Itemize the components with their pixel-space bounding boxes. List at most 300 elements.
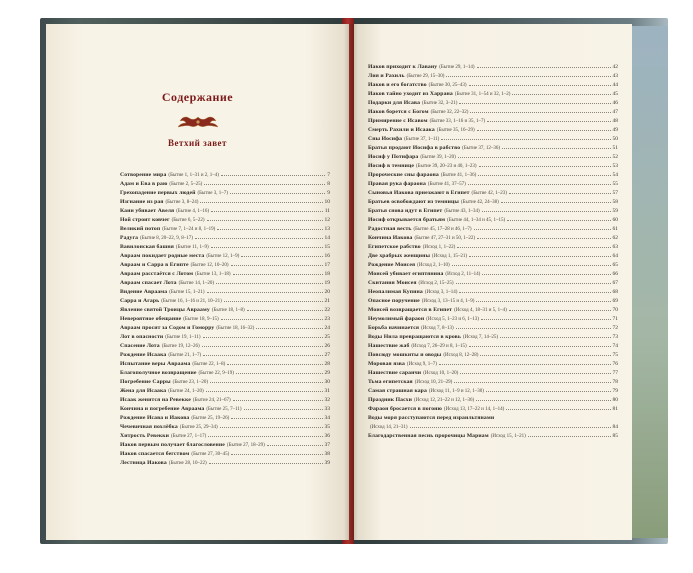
entry-reference: (Бытие 22, 1–8) bbox=[192, 362, 226, 367]
leader-dots bbox=[236, 373, 323, 374]
cover-edge bbox=[630, 26, 668, 538]
entry-reference: (Бытие 27, 1–17) bbox=[170, 434, 207, 439]
page-number: 35 bbox=[324, 424, 330, 430]
toc-entry bbox=[368, 172, 618, 179]
page-number: 85 bbox=[612, 433, 618, 439]
toc-entry bbox=[368, 235, 618, 242]
entry-title: Рождение Исава и Иакова bbox=[120, 415, 190, 421]
entry-reference: (Исход 2, 11–14) bbox=[445, 272, 481, 277]
toc-entry bbox=[368, 163, 618, 170]
page-number: 52 bbox=[612, 154, 618, 160]
leader-dots bbox=[233, 274, 323, 275]
leader-dots bbox=[460, 373, 610, 374]
page-number: 16 bbox=[324, 253, 330, 259]
leader-dots bbox=[479, 166, 611, 167]
entry-reference: (Бытие 12, 10–20) bbox=[190, 263, 229, 268]
entry-reference: (Бытие 14, 1–20) bbox=[178, 281, 215, 286]
leader-dots bbox=[211, 211, 323, 212]
entry-reference: (Исход 1, 1–22) bbox=[422, 245, 456, 250]
toc-entry bbox=[120, 271, 330, 278]
entry-reference: (Исход 3, 1–14) bbox=[424, 290, 458, 295]
page-number: 26 bbox=[324, 343, 330, 349]
entry-reference: (Бытие 37, 1–11) bbox=[404, 137, 440, 142]
page-number: 76 bbox=[612, 361, 618, 367]
entry-reference: (Бытие 47, 27–31 и 50, 1–22) bbox=[414, 236, 476, 241]
entry-reference: (Бытие 30, 25–43) bbox=[428, 83, 467, 88]
entry-reference: (Бытие 39, 20–23 и 40, 1–23) bbox=[415, 164, 477, 169]
leader-dots bbox=[224, 301, 323, 302]
entry-reference: (Исход 13, 17–22 и 14, 1–14) bbox=[444, 407, 505, 412]
entry-title: Авраам спасает Лота bbox=[120, 280, 177, 286]
toc-entry bbox=[120, 235, 330, 242]
toc-entry bbox=[368, 352, 618, 359]
leader-dots bbox=[227, 364, 322, 365]
leader-dots bbox=[507, 220, 610, 221]
leader-dots bbox=[474, 229, 611, 230]
left-page bbox=[46, 24, 349, 540]
page-number: 19 bbox=[324, 280, 330, 286]
page-number: 24 bbox=[324, 325, 330, 331]
leader-dots bbox=[195, 238, 323, 239]
entry-title: Исаак женится на Ревекке bbox=[120, 397, 191, 403]
leader-dots bbox=[477, 130, 611, 131]
toc-entry bbox=[120, 244, 330, 251]
leader-dots bbox=[457, 247, 610, 248]
entry-reference: (Бытие 22, 9–19) bbox=[198, 371, 234, 376]
toc-entry bbox=[368, 424, 618, 431]
leader-dots bbox=[459, 292, 610, 293]
entry-reference: (Бытие 4, 1–16) bbox=[176, 209, 210, 214]
entry-reference: (Исход 1, 15–21) bbox=[432, 254, 468, 259]
toc-entry bbox=[368, 406, 618, 413]
entry-title: Рождение Моисея bbox=[368, 262, 416, 268]
entry-reference: (Бытие 25, 29–34) bbox=[179, 425, 218, 430]
leader-dots bbox=[469, 256, 610, 257]
entry-title: Авраам просит за Содом и Гоморру bbox=[120, 325, 215, 331]
toc-entry bbox=[368, 253, 618, 260]
toc-entry bbox=[120, 226, 330, 233]
toc-entry bbox=[368, 379, 618, 386]
entry-reference: (Исход 10, 1–20) bbox=[423, 371, 459, 376]
page-number: 17 bbox=[324, 262, 330, 268]
entry-reference: (Бытие 29, 1–14) bbox=[439, 65, 475, 70]
entry-title: Невероятное обещание bbox=[120, 316, 182, 322]
leader-dots bbox=[410, 427, 611, 428]
entry-reference: (Исход 2, 1–10) bbox=[417, 263, 450, 268]
page-number: 34 bbox=[324, 415, 330, 421]
toc-entry bbox=[368, 154, 618, 161]
left-toc-list bbox=[46, 24, 349, 540]
toc-entry bbox=[120, 361, 330, 368]
entry-title: Самая страшная кара bbox=[368, 388, 427, 394]
toc-entry bbox=[120, 307, 330, 314]
leader-dots bbox=[486, 391, 611, 392]
toc-entry bbox=[368, 271, 618, 278]
leader-dots bbox=[230, 193, 325, 194]
toc-entry bbox=[368, 388, 618, 395]
entry-reference: (Исход 5, 1–23 и 6, 1–13) bbox=[426, 317, 479, 322]
leader-dots bbox=[267, 445, 323, 446]
entry-title: Радостная весть bbox=[368, 226, 412, 232]
entry-title: Видение Авраама bbox=[120, 289, 168, 295]
toc-entry bbox=[368, 415, 618, 422]
entry-title: Явление святой Троицы Аврааму bbox=[120, 307, 210, 313]
entry-reference: (Бытие 3, 8–24) bbox=[165, 200, 199, 205]
page-number: 58 bbox=[612, 199, 618, 205]
leader-dots bbox=[233, 400, 323, 401]
page-number: 59 bbox=[612, 208, 618, 214]
page-number: 37 bbox=[324, 442, 330, 448]
entry-reference: (Бытие 11, 1–9) bbox=[175, 245, 209, 250]
entry-reference: (Бытие 32, 3–21) bbox=[422, 101, 458, 106]
entry-title: Ной строит ковчег bbox=[120, 217, 170, 223]
page-number: 20 bbox=[324, 289, 330, 295]
entry-reference: (Бытие 18, 9–15) bbox=[183, 317, 219, 322]
toc-entry bbox=[120, 406, 330, 413]
leader-dots bbox=[482, 211, 611, 212]
entry-title: Нашествие саранчи bbox=[368, 370, 422, 376]
entry-title: Кончина Иакова bbox=[368, 235, 413, 241]
entry-title: Нашествие жаб bbox=[368, 343, 410, 349]
leader-dots bbox=[481, 319, 611, 320]
toc-entry bbox=[368, 127, 618, 134]
toc-entry bbox=[368, 262, 618, 269]
leader-dots bbox=[210, 382, 322, 383]
entry-title: Сыновья Иакова приезжают в Египет bbox=[368, 190, 470, 196]
entry-title: Фараон бросается в погоню bbox=[368, 406, 442, 412]
entry-reference: (Бытие 24, 21–67) bbox=[192, 398, 231, 403]
entry-title: Иаков приходит к Лавану bbox=[368, 64, 438, 70]
entry-title: Иаков и его богатство bbox=[368, 82, 427, 88]
entry-title: Воды Нила превращаются в кровь bbox=[368, 334, 461, 340]
entry-reference: (Бытие 39, 1–20) bbox=[420, 155, 456, 160]
entry-reference: (Бытие 42, 24–38) bbox=[460, 200, 499, 205]
leader-dots bbox=[502, 148, 610, 149]
leader-dots bbox=[458, 157, 611, 158]
leader-dots bbox=[231, 265, 323, 266]
leader-dots bbox=[454, 382, 610, 383]
entry-title: Авраам расстаётся с Лотом bbox=[120, 271, 194, 277]
toc-entry bbox=[120, 298, 330, 305]
leader-dots bbox=[459, 103, 610, 104]
toc-entry bbox=[120, 289, 330, 296]
entry-title: Грехопадение первых людей bbox=[120, 190, 196, 196]
leader-dots bbox=[208, 436, 322, 437]
leader-dots bbox=[216, 283, 322, 284]
page-number: 9 bbox=[327, 190, 330, 196]
entry-reference: (Исход 15, 1–21) bbox=[490, 434, 526, 439]
entry-reference: (Бытие 41, 1–36) bbox=[440, 173, 477, 178]
entry-title: Сны Иосифа bbox=[368, 136, 403, 142]
toc-entry bbox=[120, 316, 330, 323]
leader-dots bbox=[231, 418, 322, 419]
page-number: 63 bbox=[612, 244, 618, 250]
page-number: 28 bbox=[324, 361, 330, 367]
page-number: 67 bbox=[612, 280, 618, 286]
toc-entry bbox=[368, 145, 618, 152]
entry-title: Сарра и Агарь bbox=[120, 298, 160, 304]
leader-dots bbox=[512, 94, 610, 95]
toc-entry bbox=[368, 91, 618, 98]
leader-dots bbox=[452, 265, 611, 266]
page-number: 29 bbox=[324, 370, 330, 376]
entry-title: Хитрость Ревекки bbox=[120, 433, 169, 439]
page-number: 8 bbox=[327, 181, 330, 187]
entry-title: Моисей убивает египтянина bbox=[368, 271, 444, 277]
leader-dots bbox=[487, 121, 610, 122]
page-number: 71 bbox=[612, 316, 618, 322]
entry-title: Подарки для Исава bbox=[368, 100, 421, 106]
toc-entry bbox=[368, 343, 618, 350]
page-number: 61 bbox=[612, 226, 618, 232]
page-number: 11 bbox=[324, 208, 330, 214]
toc-entry bbox=[120, 370, 330, 377]
toc-entry bbox=[120, 208, 330, 215]
leader-dots bbox=[206, 391, 323, 392]
toc-entry bbox=[120, 460, 330, 467]
page-number: 70 bbox=[612, 307, 618, 313]
toc-entry bbox=[120, 217, 330, 224]
toc-entry bbox=[368, 100, 618, 107]
toc-entry bbox=[120, 352, 330, 359]
entry-title: Иосиф у Потифара bbox=[368, 154, 419, 160]
entry-title: Авраам покидает родные места bbox=[120, 253, 205, 259]
entry-reference: (Исход 12, 21–22 и 12, 1–36) bbox=[413, 398, 475, 403]
entry-title: Лестница Иакова bbox=[120, 460, 167, 466]
entry-reference: (Исход 9, 1–7) bbox=[406, 362, 437, 367]
entry-title: Иаков первым получает благословение bbox=[120, 442, 225, 448]
page-number: 72 bbox=[612, 325, 618, 331]
entry-title: Иосиф в темнице bbox=[368, 163, 414, 169]
entry-title: Праздник Пасхи bbox=[368, 397, 412, 403]
entry-reference: (Бытие 44, 1–34 и 45, 1–15) bbox=[447, 218, 506, 223]
right-toc-list bbox=[354, 24, 632, 540]
leader-dots bbox=[482, 274, 610, 275]
page-number: 32 bbox=[324, 397, 330, 403]
leader-dots bbox=[204, 184, 325, 185]
entry-title: Смерть Рахили и Исаака bbox=[368, 127, 435, 133]
toc-entry bbox=[368, 73, 618, 80]
leader-dots bbox=[456, 328, 611, 329]
entry-title: Тьма египетская bbox=[368, 379, 413, 385]
entry-reference: (Бытие 43, 1–34) bbox=[444, 209, 480, 214]
toc-entry bbox=[120, 190, 330, 197]
leader-dots bbox=[476, 400, 610, 401]
entry-title: Спасение Лота bbox=[120, 343, 160, 349]
entry-title: Братья продают Иосифа в рабство bbox=[368, 145, 461, 151]
toc-entry bbox=[368, 136, 618, 143]
page-number: 7 bbox=[327, 172, 330, 178]
page-number: 38 bbox=[324, 451, 330, 457]
page-number: 13 bbox=[324, 226, 330, 232]
entry-reference: (Бытие 19, 12–26) bbox=[161, 344, 200, 349]
leader-dots bbox=[241, 256, 322, 257]
page-number: 84 bbox=[612, 424, 618, 430]
entry-title: Чечевичная похлёбка bbox=[120, 424, 178, 430]
entry-reference: (Бытие 18, 16–32) bbox=[216, 326, 255, 331]
leader-dots bbox=[200, 202, 322, 203]
page-number: 53 bbox=[612, 163, 618, 169]
leader-dots bbox=[207, 220, 323, 221]
entry-reference: (Бытие 8, 20–22, 9, 8–17) bbox=[140, 236, 193, 241]
entry-title: Вавилонская башня bbox=[120, 244, 174, 250]
entry-reference: (Бытие 13, 1–18) bbox=[195, 272, 231, 277]
entry-title: Скитания Моисея bbox=[368, 280, 417, 286]
page-number: 36 bbox=[324, 433, 330, 439]
entry-title: Моисей возвращается в Египет bbox=[368, 307, 453, 313]
page-number: 74 bbox=[612, 343, 618, 349]
toc-entry bbox=[120, 334, 330, 341]
leader-dots bbox=[220, 427, 323, 428]
toc-entry bbox=[120, 199, 330, 206]
page-number: 57 bbox=[612, 190, 618, 196]
page-number: 43 bbox=[612, 73, 618, 79]
entry-title: Погребение Сарры bbox=[120, 379, 171, 385]
entry-reference: (Бытие 25, 19–26) bbox=[191, 416, 230, 421]
toc-entry bbox=[368, 433, 618, 440]
entry-reference: (Бытие 2, 5–25) bbox=[169, 182, 203, 187]
page-number: 23 bbox=[324, 316, 330, 322]
entry-reference: (Бытие 7, 1–24 и 8, 1–19) bbox=[162, 227, 216, 232]
leader-dots bbox=[209, 463, 323, 464]
toc-entry bbox=[368, 334, 618, 341]
toc-entry bbox=[368, 370, 618, 377]
toc-entry bbox=[368, 298, 618, 305]
entry-title: Радуга bbox=[120, 235, 139, 241]
page-number: 39 bbox=[324, 460, 330, 466]
toc-entry bbox=[368, 226, 618, 233]
leader-dots bbox=[439, 364, 611, 365]
entry-reference: (Бытие 45, 17–28 и 46, 1–7) bbox=[413, 227, 472, 232]
entry-reference: (Исход 7, 26–29 и 8, 1–15) bbox=[411, 344, 467, 349]
page-number: 51 bbox=[612, 145, 618, 151]
page-number: 69 bbox=[612, 298, 618, 304]
leader-dots bbox=[203, 337, 323, 338]
entry-reference: (Бытие 33, 1–16 и 35, 1–7) bbox=[429, 119, 486, 124]
toc-title: Содержание bbox=[161, 90, 234, 104]
toc-entry bbox=[120, 451, 330, 458]
entry-reference: (Бытие 41, 37–57) bbox=[427, 182, 466, 187]
entry-title: Примирение с Исавом bbox=[368, 118, 428, 124]
entry-title: Две храбрых женщины bbox=[368, 253, 431, 259]
page-number: 48 bbox=[612, 118, 618, 124]
leader-dots bbox=[469, 85, 611, 86]
toc-entry bbox=[120, 181, 330, 188]
page-number: 46 bbox=[612, 100, 618, 106]
leader-dots bbox=[468, 184, 611, 185]
entry-title: Правая рука фараона bbox=[368, 181, 426, 187]
leader-dots bbox=[469, 346, 611, 347]
page-number: 27 bbox=[324, 352, 330, 358]
entry-reference: (Исход 10, 21–29) bbox=[414, 380, 453, 385]
entry-title: Авраам и Сарра в Египте bbox=[120, 262, 189, 268]
entry-reference: (Исход 4, 18–31 и 5, 1–4) bbox=[454, 308, 507, 313]
entry-title: Лот в опасности bbox=[120, 334, 164, 340]
toc-entry bbox=[368, 181, 618, 188]
entry-title: Братьев освобождают из темницы bbox=[368, 199, 459, 205]
toc-entry bbox=[368, 325, 618, 332]
page-gutter bbox=[344, 24, 358, 540]
page-number: 15 bbox=[324, 244, 330, 250]
toc-entry bbox=[120, 280, 330, 287]
toc-entry bbox=[120, 388, 330, 395]
entry-title: Неопалимая Купина bbox=[368, 289, 423, 295]
page-number: 30 bbox=[324, 379, 330, 385]
leader-dots bbox=[456, 283, 611, 284]
entry-title: Иосиф открывается братьям bbox=[368, 217, 446, 223]
entry-reference: (Бытие 32, 22–32) bbox=[430, 110, 469, 115]
entry-reference: (Бытие 23, 1–20) bbox=[172, 380, 209, 385]
entry-reference: (Бытие 25, 7–11) bbox=[206, 407, 242, 412]
entry-reference: (Бытие 27, 30–45) bbox=[191, 452, 230, 457]
entry-reference: (Бытие 27, 18–29) bbox=[226, 443, 265, 448]
page-number: 64 bbox=[612, 253, 618, 259]
toc-entry bbox=[368, 208, 618, 215]
leader-dots bbox=[528, 436, 611, 437]
leader-dots bbox=[247, 310, 323, 311]
entry-title: Борьба начинается bbox=[368, 325, 420, 331]
toc-entry bbox=[120, 325, 330, 332]
entry-reference: (Бытие 42, 1–23) bbox=[471, 191, 507, 196]
leader-dots bbox=[211, 247, 323, 248]
section-title: Ветхий завет bbox=[168, 138, 227, 148]
entry-title: Кончина и погребение Авраама bbox=[120, 406, 205, 412]
page-number: 75 bbox=[612, 352, 618, 358]
toc-entry bbox=[368, 109, 618, 116]
page-number: 78 bbox=[612, 379, 618, 385]
entry-reference: (Бытие 3, 1–7) bbox=[197, 191, 228, 196]
entry-title: Лия и Рахиль bbox=[368, 73, 405, 79]
toc-entry bbox=[368, 316, 618, 323]
page-number: 18 bbox=[324, 271, 330, 277]
toc-entry bbox=[120, 262, 330, 269]
entry-reference: (Исход 3, 13–15 и 4, 1–9) bbox=[421, 299, 475, 304]
leader-dots bbox=[470, 112, 610, 113]
page-number: 49 bbox=[612, 127, 618, 133]
toc-entry bbox=[120, 433, 330, 440]
toc-entry bbox=[368, 280, 618, 287]
toc-entry bbox=[120, 343, 330, 350]
leader-dots bbox=[477, 67, 611, 68]
entry-reference: (Бытие 12, 1–9) bbox=[206, 254, 240, 259]
entry-reference: (Бытие 31, 1–54 и 32, 1–2) bbox=[454, 92, 511, 97]
entry-title: Иаков спасается бегством bbox=[120, 451, 190, 457]
entry-title: Благодарственная песнь пророчицы Мариам bbox=[368, 433, 489, 439]
leader-dots bbox=[202, 346, 323, 347]
leader-dots bbox=[203, 355, 322, 356]
toc-entry bbox=[120, 253, 330, 260]
entry-reference: (Бытие 6, 5–22) bbox=[171, 218, 205, 223]
leader-dots bbox=[221, 175, 325, 176]
leader-dots bbox=[480, 355, 610, 356]
entry-reference: (Бытие 28, 10–22) bbox=[168, 461, 207, 466]
entry-title: Жена для Исаака bbox=[120, 388, 167, 394]
leader-dots bbox=[500, 337, 611, 338]
entry-reference: (Бытие 24, 1–20) bbox=[168, 389, 204, 394]
toc-entry bbox=[368, 64, 618, 71]
page-number: 55 bbox=[612, 181, 618, 187]
entry-title: Рождение Исаака bbox=[120, 352, 167, 358]
entry-title: Воды моря расступаются перед израильтянами bbox=[368, 415, 495, 421]
toc-entry bbox=[368, 199, 618, 206]
entry-reference: (Бытие 35, 16–29) bbox=[436, 128, 475, 133]
toc-entry bbox=[368, 190, 618, 197]
leader-dots bbox=[221, 319, 323, 320]
page-number: 10 bbox=[324, 199, 330, 205]
entry-reference: (Бытие 19, 1–11) bbox=[165, 335, 201, 340]
entry-title: Великий потоп bbox=[120, 226, 161, 232]
page-number: 54 bbox=[612, 172, 618, 178]
